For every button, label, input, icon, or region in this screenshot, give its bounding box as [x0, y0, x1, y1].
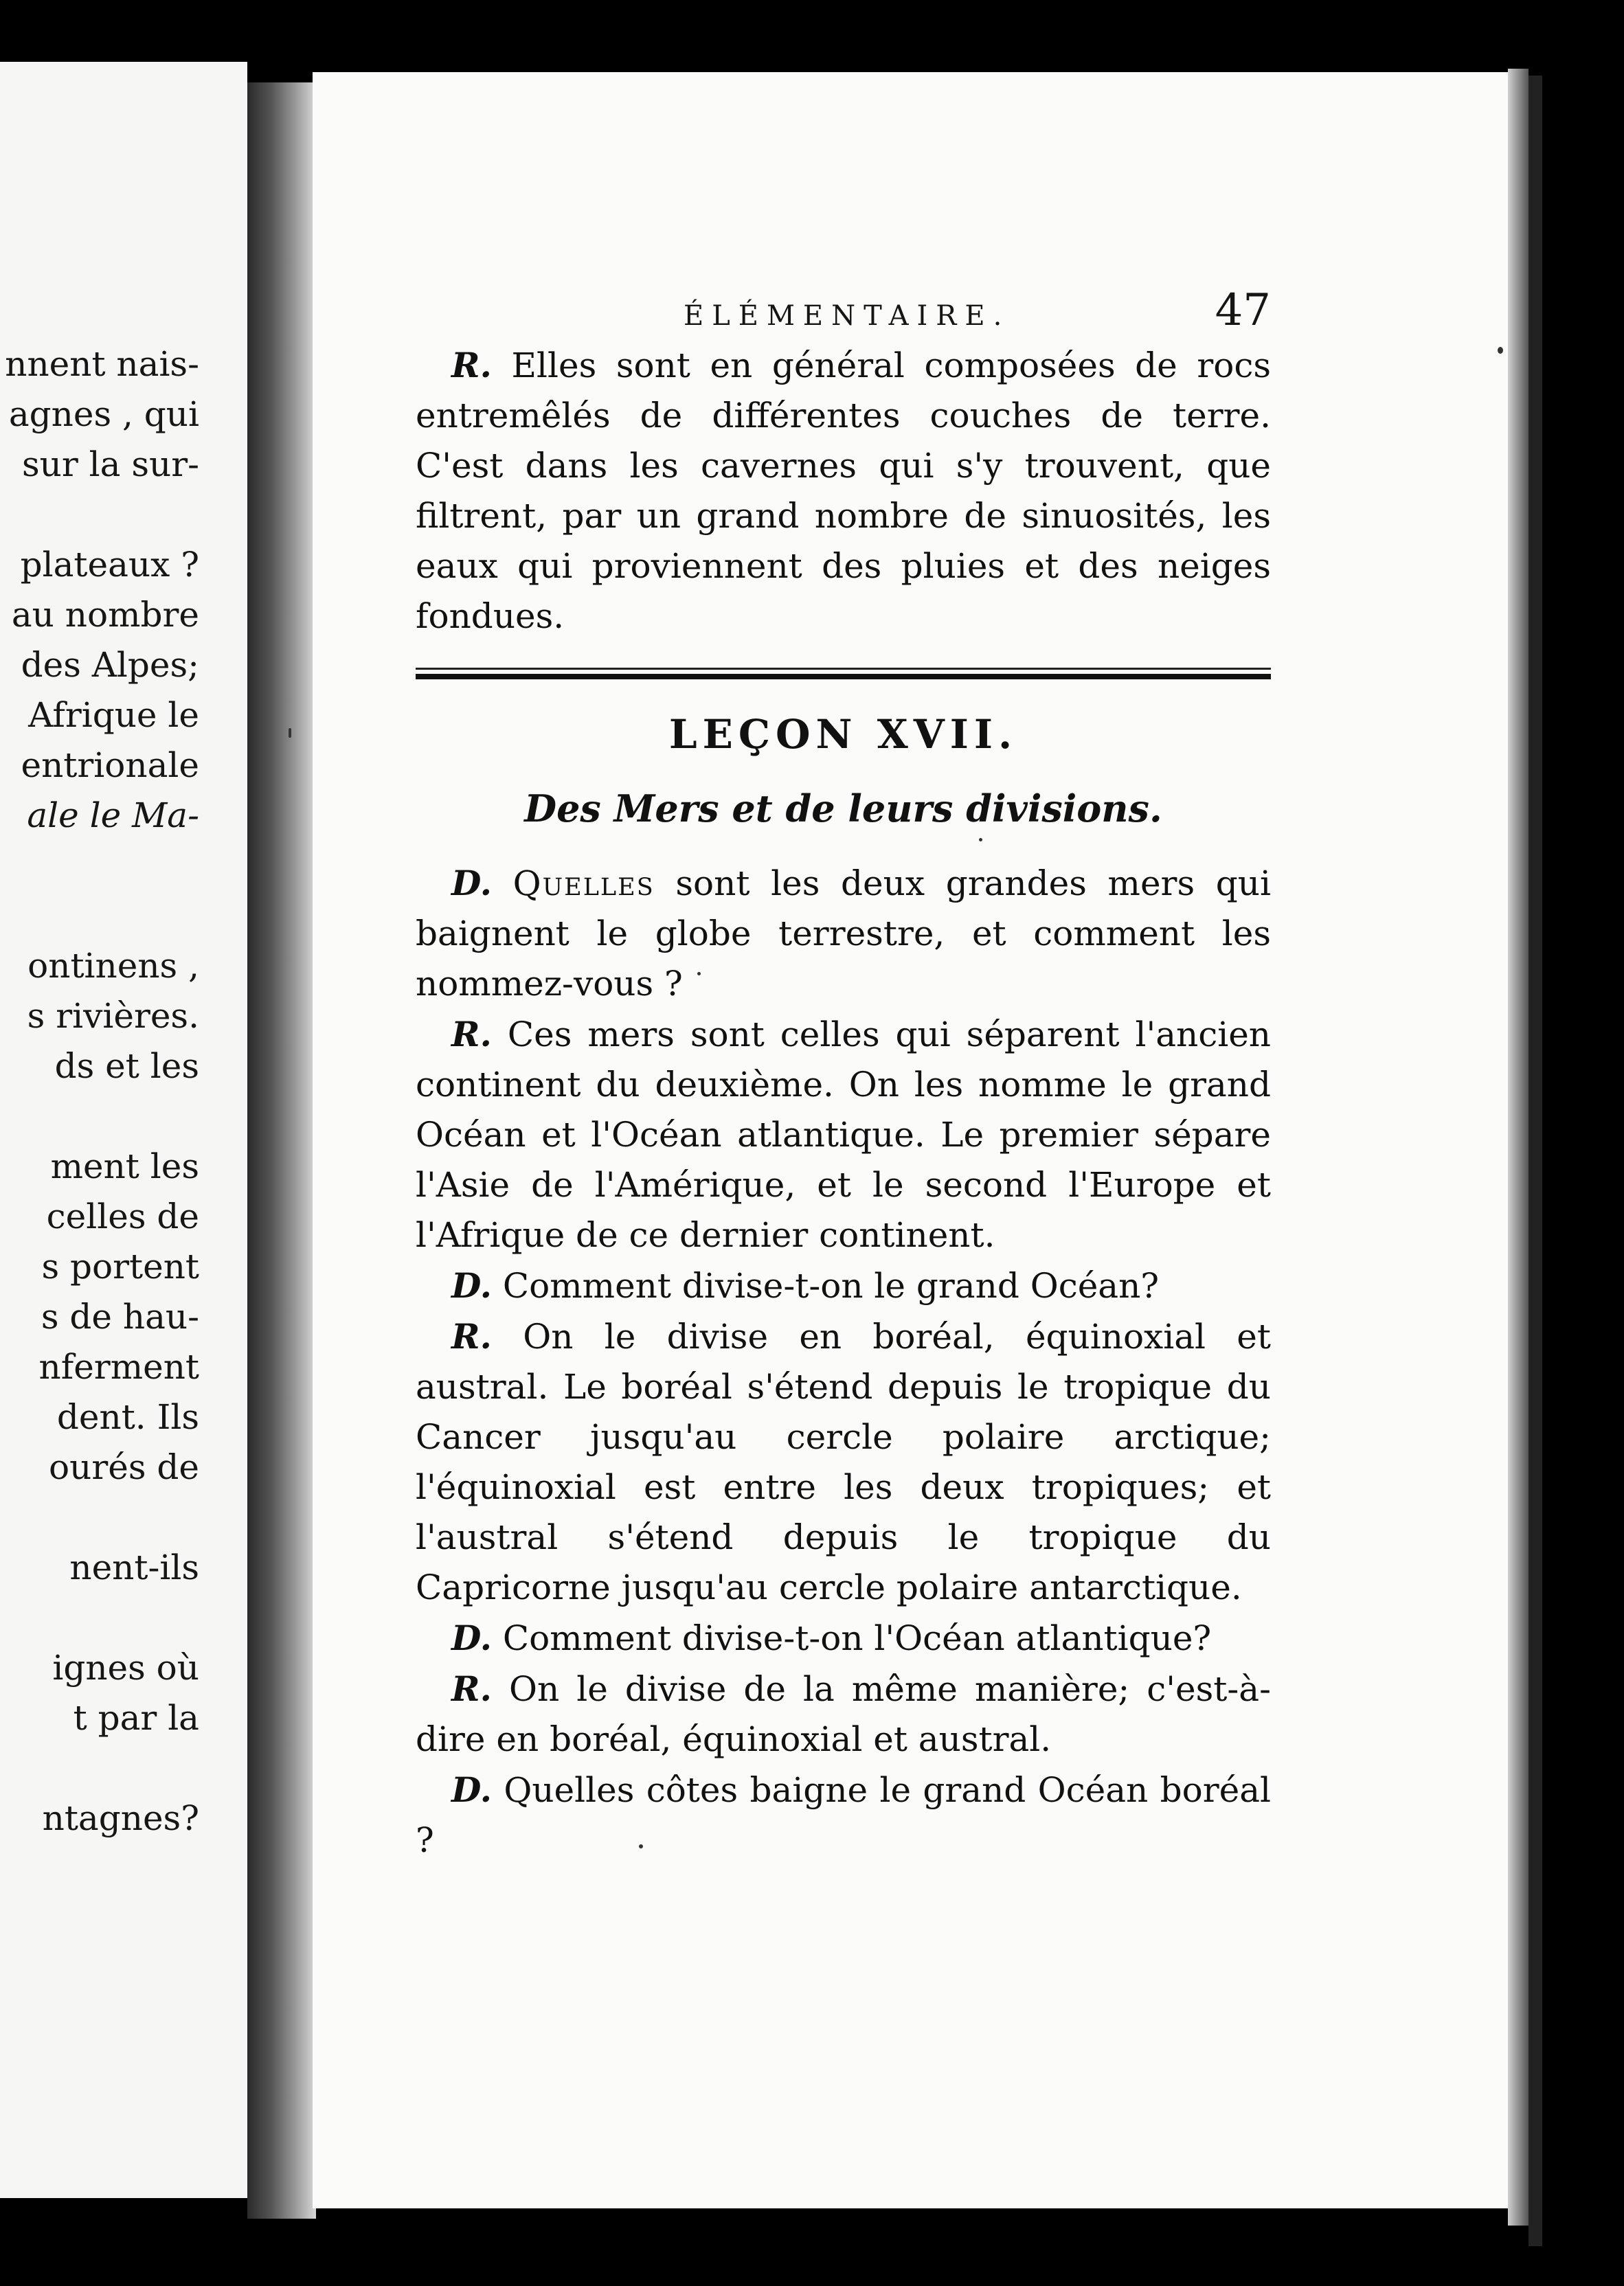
- left-page-line: t par la: [73, 1698, 199, 1738]
- left-page-line: des Alpes;: [21, 645, 199, 685]
- answer-marker: R.: [451, 1668, 492, 1709]
- answer-text: Elles sont en général composées de rocs entremêlés de différentes couches de terre. C'est dans les cavernes qui s'y trouvent, que filtrent, par un grand nombre de sinuosités, les eaux qui proviennent des pluies et des neiges fondues.: [416, 346, 1271, 636]
- left-page-line: nferment: [38, 1347, 199, 1387]
- left-page-line: Afrique le: [28, 695, 199, 735]
- left-page-line: dent. Ils: [56, 1397, 199, 1437]
- answer-text: On le divise de la même manière; c'est-à-dire en boréal, équinoxial et austral.: [416, 1669, 1271, 1759]
- page-text-block: [416, 285, 1271, 1866]
- divider-thin-rule: [416, 668, 1271, 670]
- lesson-subtitle: Des Mers et de leurs divisions.: [524, 786, 1162, 830]
- left-page-line: ds et les: [54, 1046, 199, 1086]
- page-number: 47: [1215, 285, 1271, 336]
- left-page-line: s rivières.: [27, 996, 199, 1036]
- left-page-line: nent-ils: [69, 1548, 199, 1587]
- previous-page-fragment: [0, 62, 247, 2198]
- answer-text: On le divise en boréal, équinoxial et austral. Le boréal s'étend depuis le tropique du Cancer jusqu'au cercle polaire arctique; l'équinoxial est entre les deux tropiques; et l'austral s'étend depuis le tropique du Capricorne jusqu'au cercle polaire antarctique.: [416, 1317, 1271, 1607]
- left-page-line: agnes , qui: [8, 394, 199, 434]
- page-header: [416, 285, 1271, 340]
- answer-marker: R.: [451, 1014, 492, 1054]
- scan-speck: [639, 1844, 643, 1848]
- section-divider: [416, 668, 1271, 679]
- scan-speck: [979, 838, 982, 841]
- left-page-line: nnent nais-: [5, 344, 199, 384]
- answer-paragraph: [416, 340, 1271, 642]
- question-marker: D.: [451, 1618, 492, 1658]
- left-page-line: ale le Ma-: [27, 795, 199, 835]
- left-page-line: ntagnes?: [42, 1798, 199, 1838]
- left-page-line: ourés de: [49, 1447, 199, 1487]
- left-page-line: plateaux ?: [20, 545, 199, 585]
- question-text: Comment divise-t-on l'Océan atlantique?: [502, 1618, 1212, 1658]
- answer-marker: R.: [451, 1316, 492, 1357]
- question-text: Quelles côtes baigne le grand Océan boréal ?: [416, 1770, 1271, 1860]
- page-edge-shadow: [1508, 69, 1529, 2226]
- lesson-title: LEÇON XVII.: [668, 711, 1018, 758]
- question-paragraph: [416, 1765, 1271, 1866]
- question-marker: D.: [451, 863, 492, 903]
- small-caps-opening: Quelles: [512, 863, 655, 903]
- answer-paragraph: [416, 1009, 1271, 1260]
- binding-gutter: [247, 82, 316, 2219]
- page-edge-dark: [1529, 76, 1542, 2246]
- scan-speck: [289, 728, 291, 738]
- question-text: sont les deux grandes mers qui baignent le globe terrestre, et comment les nommez-vous ?: [416, 863, 1271, 1004]
- left-page-line: entrionale: [21, 745, 199, 785]
- answer-text: Ces mers sont celles qui séparent l'ancien continent du deuxième. On les nomme le grand Océan et l'Océan atlantique. Le premier sépare l'Asie de l'Amérique, et le second l'Europe et l'Afrique de ce dernier continent.: [416, 1015, 1271, 1255]
- left-page-line: s de hau-: [41, 1297, 199, 1337]
- question-paragraph: [416, 858, 1271, 1009]
- scan-speck: [1498, 347, 1503, 354]
- answer-marker: R.: [451, 345, 492, 385]
- left-page-line: ment les: [50, 1146, 199, 1186]
- question-marker: D.: [451, 1769, 492, 1810]
- scan-speck: [697, 972, 701, 975]
- running-head: ÉLÉMENTAIRE.: [684, 300, 1011, 332]
- answer-paragraph: [416, 1664, 1271, 1765]
- left-page-line: s portent: [41, 1247, 199, 1287]
- left-page-line: ontinens ,: [27, 946, 199, 986]
- question-paragraph: [416, 1260, 1271, 1311]
- left-page-line: celles de: [46, 1197, 199, 1236]
- left-page-line: sur la sur-: [21, 444, 199, 484]
- left-page-line: ignes où: [52, 1648, 199, 1688]
- question-text: Comment divise-t-on le grand Océan?: [502, 1266, 1160, 1306]
- left-page-line: au nombre: [11, 595, 199, 635]
- question-marker: D.: [451, 1265, 492, 1306]
- question-paragraph: [416, 1613, 1271, 1664]
- answer-paragraph: [416, 1311, 1271, 1613]
- divider-thick-rule: [416, 674, 1271, 679]
